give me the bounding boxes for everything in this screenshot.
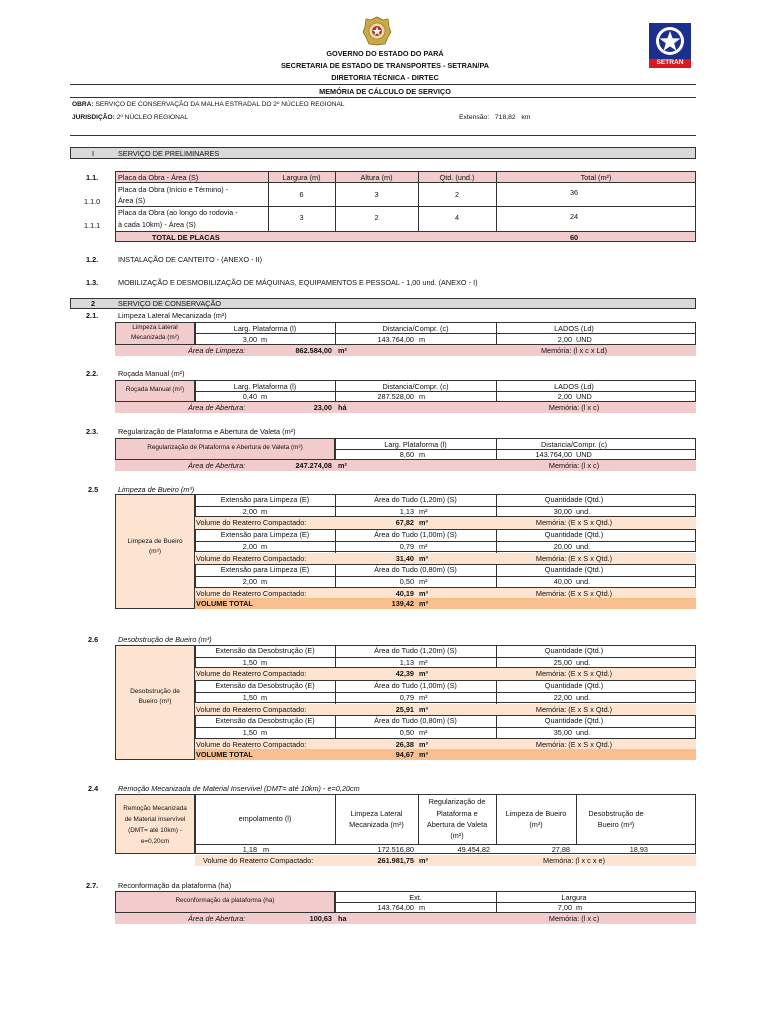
limpeza-lateral-box-a: Limpeza Lateral — [132, 324, 178, 331]
limpeza-unit-larg: m — [261, 335, 268, 344]
item-2-1-title: Limpeza Lateral Mecanizada (m²) — [118, 311, 227, 320]
desobstrucao-block-2-value-qtd: 22,00 — [553, 692, 572, 702]
limpeza-bueiro-block-2-header-qtd: Quantidade (Qtd.) — [544, 530, 604, 540]
limpeza-bueiro-block-2-memoria: Memória: (E x S x Qtd.) — [535, 553, 613, 563]
desobstrucao-block-2-header-area: Área do Tudo (1,00m) (S) — [374, 681, 457, 691]
placas-total-label: TOTAL DE PLACAS — [152, 233, 220, 242]
reconformacao-area-unit: ha — [338, 914, 347, 923]
rocada-unit-dist: m — [419, 392, 426, 401]
remocao-header-lb-b: (m³) — [529, 820, 543, 829]
regularizacao-header-dist: Distancia/Compr. (c) — [540, 440, 608, 449]
remocao-header-limpeza-a: Limpeza Lateral — [350, 809, 403, 818]
desobstrucao-total-label: VOLUME TOTAL — [196, 750, 253, 759]
section-2-title: SERVIÇO DE CONSERVAÇÃO — [118, 299, 221, 308]
item-1-3-title: MOBILIZAÇÃO E DESMOBILIZAÇÃO DE MÁQUINAS, EQUIPAMENTOS E PESSOAL - 1,00 und. (ANEXO - I) — [118, 278, 478, 287]
placas-row2-desc-b: à cada 10km) - Área (S) — [118, 220, 196, 229]
document-title: MEMÓRIA DE CÁLCULO DE SERVIÇO — [319, 87, 451, 96]
limpeza-bueiro-block-3-header-area: Área do Tudo (0,80m) (S) — [374, 565, 457, 575]
limpeza-bueiro-total-label: VOLUME TOTAL — [196, 599, 253, 608]
item-2-2-number: 2.2. — [86, 369, 99, 378]
limpeza-bueiro-block-1-header-area: Área do Tudo (1,20m) (S) — [374, 495, 457, 504]
setran-logo — [649, 23, 691, 68]
remocao-value-desobstrucao: 18,93 — [629, 845, 648, 854]
reconformacao-value-largura: 7,00 — [557, 903, 572, 912]
remocao-value-regularizacao: 49.454,82 — [457, 845, 490, 854]
limpeza-bueiro-block-1-volume-value: 67,82 — [395, 518, 414, 528]
rocada-box-label: Roçada Manual (m²) — [125, 386, 185, 393]
placas-total-value: 60 — [569, 233, 579, 242]
desobstrucao-block-2-unit-area: m² — [419, 692, 428, 702]
limpeza-bueiro-block-3-header-qtd: Quantidade (Qtd.) — [544, 565, 604, 575]
placas-row2-desc-a: Placa da Obra (ao longo do rodovia - — [118, 208, 238, 217]
desobstrucao-block-1-unit-qtd: und. — [576, 657, 591, 667]
desobstrucao-block-1-volume-label: Volume do Reaterro Compactado: — [196, 669, 307, 679]
reconformacao-unit-largura: m — [576, 903, 583, 912]
remocao-header-reg-d: (m²) — [450, 831, 464, 840]
limpeza-unit-lados: UND — [576, 335, 592, 344]
remocao-box-line3: (DMT= até 10km) - — [128, 827, 182, 834]
desobstrucao-block-3-volume-unit: m³ — [419, 739, 428, 749]
desobstrucao-total-row — [195, 749, 696, 760]
remocao-header-db-b: Bueiro (m³) — [597, 820, 635, 829]
limpeza-bueiro-block-1-divider — [195, 506, 696, 507]
placas-row2-total: 24 — [569, 212, 579, 221]
remocao-unit-empolamento: m — [263, 845, 270, 854]
limpeza-bueiro-block-3-memoria: Memória: (E x S x Qtd.) — [535, 588, 613, 598]
placas-header-qtd: Qtd. (und.) — [439, 173, 475, 182]
desobstrucao-block-2-value-ext: 1,50 — [242, 692, 257, 702]
rocada-value-lados: 2,00 — [557, 392, 572, 401]
remocao-volume-unit: m³ — [419, 856, 428, 865]
limpeza-bueiro-block-2-unit-qtd: und. — [576, 541, 591, 551]
rocada-memoria: Memória: (l x c) — [548, 403, 600, 412]
desobstrucao-block-1-unit-area: m² — [419, 657, 428, 667]
limpeza-bueiro-block-2-header-ext: Extensão para Limpeza (E) — [220, 530, 310, 540]
placas-row2-number: 1.1.1 — [84, 221, 101, 230]
remocao-header-reg-a: Regularização de — [428, 797, 486, 806]
limpeza-bueiro-block-1-header-ext: Extensão para Limpeza (E) — [220, 495, 310, 504]
regularizacao-value-larg: 8,60 — [399, 450, 414, 459]
desobstrucao-block-1-value-qtd: 25,00 — [553, 657, 572, 667]
desobstrucao-block-1-header-area: Área do Tudo (1,20m) (S) — [374, 646, 457, 655]
desobstrucao-block-2-divider — [195, 692, 696, 693]
item-2-6-title: Desobstrução de Bueiro (m³) — [118, 635, 212, 644]
remocao-volume-value: 261.981,75 — [377, 856, 414, 865]
regularizacao-memoria: Memória: (l x c) — [548, 461, 600, 470]
placas-header-largura: Largura (m) — [282, 173, 321, 182]
reconformacao-memoria: Memória: (l x c) — [548, 914, 600, 923]
limpeza-bueiro-block-3-unit-ext: m — [261, 576, 268, 586]
desobstrucao-block-3-value-qtd: 35,00 — [553, 727, 572, 737]
desobstrucao-block-1-value-ext: 1,50 — [242, 657, 257, 667]
desobstrucao-total-unit: m³ — [419, 750, 428, 759]
desobstrucao-block-3-volume-label: Volume do Reaterro Compactado: — [196, 739, 307, 749]
gov-header: GOVERNO DO ESTADO DO PARÁ — [326, 49, 444, 58]
limpeza-bueiro-block-3-value-qtd: 40,00 — [553, 576, 572, 586]
desobstrucao-block-3-header-area: Área do Tudo (0,80m) (S) — [374, 716, 457, 726]
item-2-4-number: 2.4 — [88, 784, 99, 793]
regularizacao-header-larg: Larg. Plataforma (l) — [384, 440, 447, 449]
limpeza-bueiro-block-3-header-ext: Extensão para Limpeza (E) — [220, 565, 310, 575]
secretaria-header: SECRETARIA DE ESTADO DE TRANSPORTES - SETRAN/PA — [280, 61, 490, 70]
desobstrucao-block-1-unit-ext: m — [261, 657, 268, 667]
limpeza-area-unit: m² — [338, 346, 347, 355]
placas-row1-desc-a: Placa da Obra (Início e Término) - — [118, 185, 229, 194]
limpeza-header-dist: Distancia/Compr. (c) — [382, 324, 449, 333]
desobstrucao-block-3-header-qtd: Quantidade (Qtd.) — [544, 716, 604, 726]
desobstrucao-block-2-header-qtd: Quantidade (Qtd.) — [544, 681, 604, 691]
item-2-1-number: 2.1. — [86, 311, 99, 320]
placas-row1-total: 36 — [569, 188, 579, 197]
limpeza-bueiro-block-1-unit-area: m² — [419, 506, 428, 516]
section-i-title: SERVIÇO DE PRELIMINARES — [118, 149, 220, 158]
desobstrucao-block-2-header-ext: Extensão da Desobstrução (E) — [215, 681, 315, 691]
remocao-header-limpeza-b: Mecanizada (m²) — [349, 820, 404, 829]
reconformacao-unit-ext: m — [419, 903, 426, 912]
obra-line: OBRA: SERVIÇO DE CONSERVAÇÃO DA MALHA ESTRADAL DO 2º NÚCLEO REGIONAL — [72, 101, 345, 108]
reconformacao-header-largura: Largura — [561, 893, 587, 902]
rocada-value-dist: 287.528,00 — [377, 392, 414, 401]
placas-row1-qtd: 2 — [454, 190, 460, 199]
placas-row1-desc-b: Área (S) — [118, 196, 146, 205]
reconformacao-area-label: Área de Abertura: — [188, 914, 246, 923]
desobstrucao-block-1-memoria: Memória: (E x S x Qtd.) — [535, 669, 613, 679]
limpeza-unit-dist: m — [419, 335, 426, 344]
diretoria-header: DIRETORIA TÉCNICA - DIRTEC — [331, 73, 439, 82]
rocada-area-value: 23,00 — [313, 403, 332, 412]
reconformacao-value-ext: 143.764,00 — [377, 903, 414, 912]
remocao-header-lb-a: Limpeza de Bueiro — [505, 809, 567, 818]
item-2-6-number: 2.6 — [88, 635, 99, 644]
limpeza-bueiro-box-b: (m³) — [148, 548, 162, 555]
item-1-2-title: INSTALAÇÃO DE CANTEITO - (ANEXO - II) — [118, 255, 263, 264]
rocada-unit-lados: UND — [576, 392, 592, 401]
limpeza-value-dist: 143.764,00 — [377, 335, 414, 344]
remocao-header-reg-b: Plataforma e — [436, 809, 478, 818]
desobstrucao-block-3-value-area: 0,50 — [399, 727, 414, 737]
limpeza-area-value: 862.584,00 — [295, 346, 332, 355]
limpeza-bueiro-block-2-value-ext: 2,00 — [242, 541, 257, 551]
remocao-header-db-a: Desobstrução de — [588, 809, 644, 818]
regularizacao-area-value: 247.274,08 — [295, 461, 332, 470]
limpeza-bueiro-block-1-value-qtd: 30,00 — [553, 506, 572, 516]
regularizacao-area-unit: m² — [338, 461, 347, 470]
limpeza-bueiro-box-a: Limpeza de Bueiro — [127, 538, 183, 545]
extensao-line: Extensão: 718,82 km — [459, 114, 531, 121]
limpeza-bueiro-block-3-unit-area: m² — [419, 576, 428, 586]
rocada-area-label: Área de Abertura: — [188, 403, 246, 412]
rocada-header-dist: Distancia/Compr. (c) — [382, 382, 449, 391]
regularizacao-unit-dist: UND — [576, 450, 592, 459]
rocada-value-larg: 0,40 — [242, 392, 257, 401]
desobstrucao-block-3-value-ext: 1,50 — [242, 727, 257, 737]
remocao-header-reg-c: Abertura de Valeta — [426, 820, 488, 829]
remocao-memoria: Memória: (l x c x e) — [542, 856, 606, 865]
item-2-7-title: Reconformação da plataforma (ha) — [118, 881, 232, 890]
rocada-header-larg: Larg. Plataforma (l) — [233, 382, 297, 391]
rocada-area-unit: há — [338, 403, 347, 412]
desobstrucao-block-3-header-ext: Extensão da Desobstrução (E) — [215, 716, 315, 726]
item-2-2-title: Roçada Manual (m²) — [118, 369, 185, 378]
desobstrucao-block-3-unit-ext: m — [261, 727, 268, 737]
desobstrucao-block-3-unit-area: m² — [419, 727, 428, 737]
desobstrucao-total-value: 94,67 — [395, 750, 414, 759]
limpeza-bueiro-block-2-volume-unit: m³ — [419, 553, 428, 563]
regularizacao-area-label: Área de Abertura: — [188, 461, 246, 470]
limpeza-bueiro-block-1-header-qtd: Quantidade (Qtd.) — [544, 495, 604, 504]
placas-row1-altura: 3 — [374, 190, 379, 199]
item-2-3-number: 2.3. — [86, 427, 99, 436]
desobstrucao-block-2-volume-unit: m³ — [419, 704, 428, 714]
desobstrucao-block-2-volume-value: 25,91 — [395, 704, 414, 714]
remocao-header-empolamento: empolamento (l) — [238, 814, 292, 823]
limpeza-bueiro-total-unit: m³ — [419, 599, 428, 608]
desobstrucao-block-3-divider — [195, 727, 696, 728]
limpeza-area-label: Área de Limpeza: — [188, 346, 246, 355]
placas-row2-qtd: 4 — [454, 213, 460, 222]
desobstrucao-block-2-unit-ext: m — [261, 692, 268, 702]
item-2-5-title: Limpeza de Bueiro (m³) — [118, 485, 195, 494]
item-2-4-title: Remoção Mecanizada de Material Inservível (DMT= até 10km) - e=0,20cm — [118, 784, 360, 793]
limpeza-bueiro-block-2-volume-label: Volume do Reaterro Compactado: — [196, 553, 307, 563]
item-1-2-number: 1.2. — [86, 255, 99, 264]
desobstrucao-block-1-header-qtd: Quantidade (Qtd.) — [544, 646, 604, 655]
placas-header-desc: Placa da Obra - Área (S) — [118, 173, 199, 182]
setran-logo-text: SETRAN — [656, 59, 684, 66]
limpeza-bueiro-block-3-value-area: 0,50 — [399, 576, 414, 586]
desobstrucao-block-2-unit-qtd: und. — [576, 692, 591, 702]
limpeza-bueiro-block-2-unit-ext: m — [261, 541, 268, 551]
section-2-number: 2 — [91, 299, 96, 308]
limpeza-bueiro-block-2-header-area: Área do Tudo (1,00m) (S) — [374, 530, 457, 540]
limpeza-bueiro-block-3-value-ext: 2,00 — [242, 576, 257, 586]
rocada-unit-larg: m — [261, 392, 268, 401]
limpeza-value-larg: 3,00 — [242, 335, 257, 344]
limpeza-bueiro-block-2-value-qtd: 20,00 — [553, 541, 572, 551]
desobstrucao-block-3-memoria: Memória: (E x S x Qtd.) — [535, 739, 613, 749]
remocao-box-line1: Remoção Mecanizada — [123, 805, 187, 812]
limpeza-bueiro-block-1-value-ext: 2,00 — [242, 506, 257, 516]
limpeza-bueiro-block-1-volume-unit: m³ — [419, 518, 428, 528]
regularizacao-unit-larg: m — [419, 450, 426, 459]
placas-row1-number: 1.1.0 — [84, 197, 101, 206]
limpeza-bueiro-block-3-volume-label: Volume do Reaterro Compactado: — [196, 588, 307, 598]
item-2-7-number: 2.7. — [86, 881, 99, 890]
jurisdicao-line: JURISDIÇÃO: 2º NÚCLEO REGIONAL — [72, 114, 189, 121]
desobstrucao-block-3-volume-value: 26,38 — [395, 739, 414, 749]
remocao-box-line2: de Material Inservível — [124, 816, 186, 823]
remocao-value-empolamento: 1,18 — [242, 845, 257, 854]
limpeza-lateral-box-b: Mecanizada (m²) — [131, 334, 179, 341]
item-1-3-number: 1.3. — [86, 278, 99, 287]
remocao-value-limpeza: 172.516,80 — [377, 845, 414, 854]
remocao-box-line4: e=0,20cm — [140, 838, 170, 845]
desobstrucao-box-a: Desobstrução de — [130, 688, 180, 695]
desobstrucao-block-1-volume-unit: m³ — [419, 669, 428, 679]
desobstrucao-block-1-header-ext: Extensão da Desobstrução (E) — [215, 646, 315, 655]
limpeza-bueiro-block-3-volume-value: 40,19 — [395, 588, 414, 598]
desobstrucao-block-2-value-area: 0,79 — [399, 692, 414, 702]
limpeza-bueiro-block-3-divider — [195, 576, 696, 577]
limpeza-bueiro-block-1-unit-qtd: und. — [576, 506, 591, 516]
limpeza-memoria: Memória: (l x c x Ld) — [540, 346, 608, 355]
limpeza-bueiro-block-1-volume-label: Volume do Reaterro Compactado: — [196, 518, 307, 528]
section-i-number: I — [92, 149, 95, 158]
remocao-value-limpeza-bueiro: 27,88 — [551, 845, 570, 854]
reconformacao-box-label: Reconformação da plataforma (ha) — [175, 897, 275, 904]
item-2-3-title: Regularização de Plataforma e Abertura de Valeta (m²) — [118, 427, 296, 436]
placas-header-total: Total (m²) — [580, 173, 612, 182]
item-1-1-number: 1.1. — [86, 173, 99, 182]
desobstrucao-block-2-volume-label: Volume do Reaterro Compactado: — [196, 704, 307, 714]
item-2-5-number: 2.5 — [88, 485, 99, 494]
limpeza-header-lados: LADOS (Ld) — [554, 324, 594, 333]
reconformacao-header-ext: Ext. — [409, 893, 422, 902]
limpeza-bueiro-block-2-unit-area: m² — [419, 541, 428, 551]
desobstrucao-box-b: Bueiro (m³) — [138, 698, 172, 705]
remocao-volume-label: Volume do Reaterro Compactado: — [203, 856, 314, 865]
regularizacao-value-dist: 143.764,00 — [535, 450, 572, 459]
reconformacao-area-value: 100,63 — [309, 914, 332, 923]
desobstrucao-block-3-unit-qtd: und. — [576, 727, 591, 737]
placas-row1-largura: 6 — [299, 190, 304, 199]
placas-row2-altura: 2 — [374, 213, 379, 222]
limpeza-bueiro-block-1-memoria: Memória: (E x S x Qtd.) — [535, 518, 613, 528]
placas-header-altura: Altura (m) — [360, 173, 393, 182]
desobstrucao-block-1-value-area: 1,13 — [399, 657, 414, 667]
state-coat-of-arms-logo — [361, 15, 393, 47]
limpeza-bueiro-block-3-volume-unit: m³ — [419, 588, 428, 598]
limpeza-bueiro-total-value: 139,42 — [391, 599, 414, 608]
rocada-header-lados: LADOS (Ld) — [554, 382, 594, 391]
limpeza-bueiro-block-2-divider — [195, 541, 696, 542]
regularizacao-box-label: Regularização de Plataforma e Abertura de Valeta (m²) — [147, 444, 303, 451]
limpeza-value-lados: 2,00 — [557, 335, 572, 344]
limpeza-bueiro-total-row — [195, 598, 696, 609]
limpeza-header-larg: Larg. Plataforma (l) — [233, 324, 297, 333]
limpeza-bueiro-block-2-value-area: 0,79 — [399, 541, 414, 551]
limpeza-bueiro-block-1-unit-ext: m — [261, 506, 268, 516]
placas-row2-largura: 3 — [299, 213, 304, 222]
limpeza-bueiro-block-3-unit-qtd: und. — [576, 576, 591, 586]
desobstrucao-block-1-divider — [195, 657, 696, 658]
desobstrucao-block-2-memoria: Memória: (E x S x Qtd.) — [535, 704, 613, 714]
limpeza-bueiro-block-1-value-area: 1,13 — [399, 506, 414, 516]
desobstrucao-block-1-volume-value: 42,39 — [395, 669, 414, 679]
limpeza-bueiro-block-2-volume-value: 31,40 — [395, 553, 414, 563]
